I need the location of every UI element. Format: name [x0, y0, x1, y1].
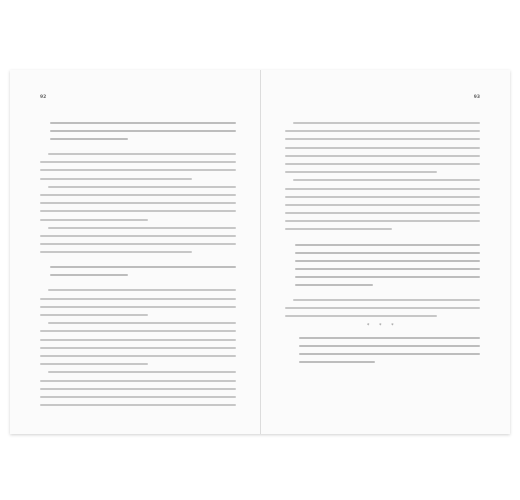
right-page — [261, 70, 511, 434]
left-page-number: 92 — [40, 95, 47, 100]
section-break: * * * — [366, 323, 398, 330]
left-page — [10, 70, 261, 434]
right-page-number: 93 — [473, 95, 480, 100]
right-body-text — [285, 122, 481, 369]
left-running-head — [40, 95, 51, 100]
left-body-text — [40, 122, 236, 412]
quote-block — [289, 337, 481, 363]
right-running-head — [469, 95, 480, 100]
book-spread — [10, 70, 510, 434]
